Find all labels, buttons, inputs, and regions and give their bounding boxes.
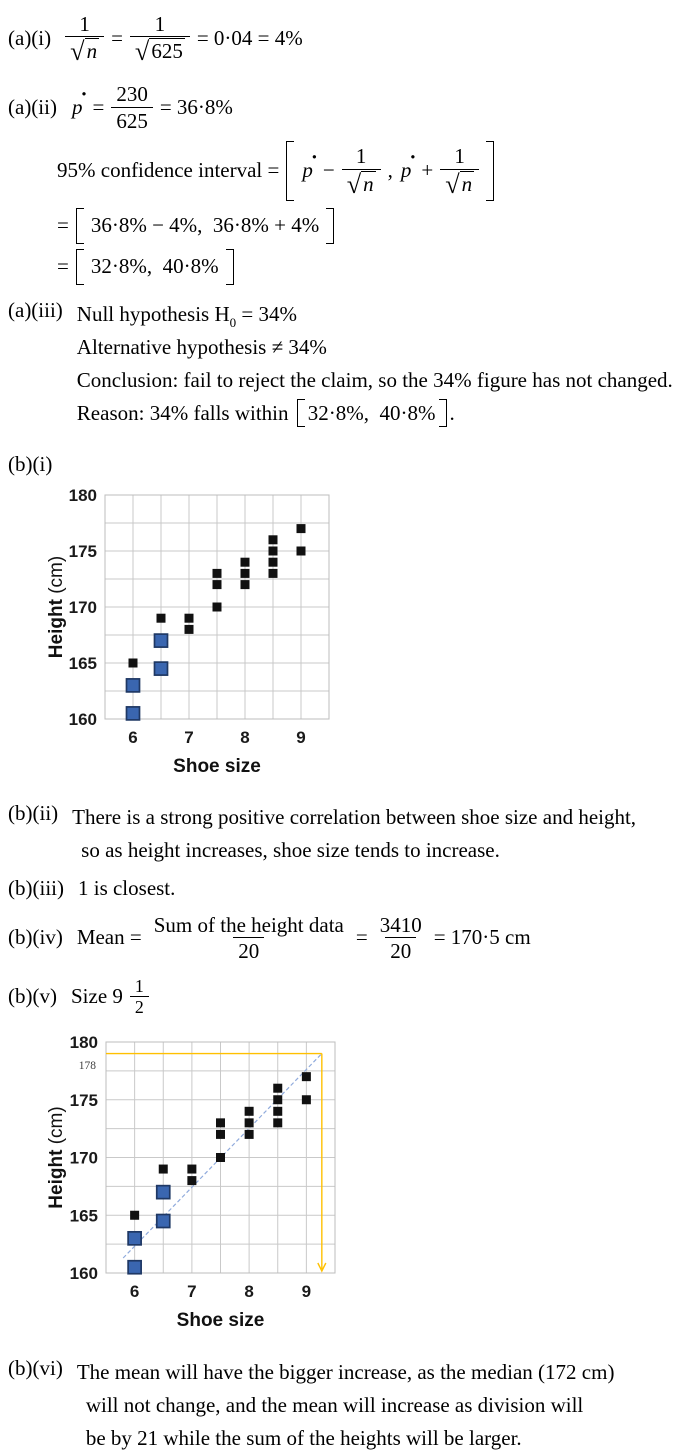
- data-point-blue-points: [157, 1215, 170, 1228]
- dot-accent: ·: [409, 145, 417, 170]
- x-tick-label: 8: [244, 1282, 254, 1302]
- y-tick-label: 160: [69, 1264, 98, 1284]
- denominator: 20: [233, 937, 264, 963]
- data-point-black-points: [302, 1073, 311, 1082]
- data-point-black-points: [129, 658, 138, 667]
- correlation-line-1: There is a strong positive correlation between shoe size and height,: [72, 804, 637, 829]
- solution-b-vi: [8, 1356, 683, 1455]
- mean-increase-line-1: The mean will have the bigger increase, as the median (172 cm): [76, 1360, 615, 1385]
- data-point-blue-points: [128, 1232, 141, 1245]
- part-label-b-v: (b)(v): [8, 984, 57, 1009]
- data-point-black-points: [273, 1107, 282, 1116]
- right-bracket: [439, 399, 447, 427]
- radicand: n: [86, 39, 98, 64]
- x-axis-title: Shoe size: [176, 1310, 265, 1332]
- data-point-black-points: [273, 1119, 282, 1128]
- numerator: 1: [134, 975, 144, 996]
- part-label-b-i: (b)(i): [8, 451, 53, 476]
- ci-result-equation: [57, 249, 234, 285]
- dot-accent: ·: [80, 82, 88, 107]
- scatter-chart-b-i: [46, 481, 404, 777]
- result-text: = 170·5 cm: [433, 925, 531, 950]
- text: .: [449, 400, 455, 425]
- data-point-blue-points: [128, 1261, 141, 1274]
- data-point-black-points: [245, 1119, 254, 1128]
- denominator: [342, 169, 381, 197]
- fraction-1-over-sqrt-n: [440, 144, 479, 199]
- solution-b-iv: [8, 913, 683, 963]
- x-tick-label: 7: [187, 1282, 197, 1302]
- right-bracket: [226, 249, 234, 285]
- radicand: n: [461, 171, 473, 196]
- text: = 34%: [236, 301, 297, 326]
- y-tick-label: 160: [68, 709, 97, 729]
- numerator: 230: [116, 82, 148, 107]
- fraction-one-half: [130, 977, 149, 1016]
- part-label-b-vi: (b)(vi): [8, 1356, 63, 1381]
- data-point-black-points: [269, 546, 278, 555]
- radicand: n: [363, 171, 374, 196]
- x-axis-title: Shoe size: [173, 755, 261, 777]
- fraction-1-over-sqrt-n: [65, 12, 104, 67]
- part-label-b-iii: (b)(iii): [8, 875, 64, 900]
- part-label-b-ii: (b)(ii): [8, 800, 59, 825]
- confidence-interval-line: [57, 141, 683, 201]
- equation-a-ii: [71, 82, 233, 132]
- left-bracket: [297, 399, 305, 427]
- y-axis-title: Height (cm): [46, 555, 67, 658]
- plus-sign: +: [421, 158, 434, 183]
- interval-text: 36·8% − 4%, 36·8% + 4%: [90, 213, 320, 238]
- data-point-black-points: [187, 1165, 196, 1174]
- comma: ,: [387, 158, 393, 183]
- text: Null hypothesis H: [76, 301, 230, 326]
- y-tick-label: 170: [68, 597, 97, 617]
- fraction-230-over-625: [111, 82, 153, 132]
- data-point-black-points: [241, 569, 250, 578]
- ci-equation: [57, 141, 494, 201]
- data-point-black-points: [269, 535, 278, 544]
- chart-b-i-container: [46, 481, 683, 783]
- b-ii-lines: [72, 801, 636, 867]
- part-label-a-iii: (a)(iii): [8, 297, 63, 322]
- right-bracket: [326, 208, 334, 244]
- y-tick-label: 165: [69, 1206, 98, 1226]
- denominator: 2: [130, 996, 149, 1017]
- data-point-black-points: [216, 1119, 225, 1128]
- fraction-3410-over-20: [375, 913, 427, 963]
- data-point-black-points: [241, 580, 250, 589]
- solution-a-iii: [8, 298, 683, 430]
- left-bracket: [76, 249, 84, 285]
- left-bracket: [286, 141, 294, 201]
- x-tick-label: 9: [301, 1282, 312, 1302]
- data-point-black-points: [245, 1130, 254, 1139]
- p-variable: p: [400, 158, 412, 183]
- y-tick-label: 180: [69, 1033, 98, 1053]
- y-tick-label: 180: [68, 485, 97, 505]
- denominator: 20: [385, 937, 416, 963]
- mean-equation: [77, 913, 531, 963]
- data-point-black-points: [269, 569, 278, 578]
- extra-y-tick-label: 178: [78, 1060, 96, 1073]
- x-tick-label: 9: [296, 727, 306, 747]
- radical-icon: √: [70, 37, 85, 67]
- alternative-hypothesis-line: Alternative hypothesis ≠ 34%: [76, 334, 327, 359]
- data-point-black-points: [297, 524, 306, 533]
- equals-sign: =: [111, 25, 123, 50]
- interval-text: 32·8%, 40·8%: [90, 254, 219, 279]
- fraction-1-over-sqrt-n: [342, 144, 381, 199]
- p-variable: p: [302, 158, 313, 183]
- equals-sign: =: [57, 213, 69, 238]
- radicand: 625: [151, 39, 183, 64]
- right-bracket: [486, 141, 494, 201]
- solution-b-iii: [8, 876, 683, 901]
- numerator: 1: [79, 12, 90, 36]
- reason-line: [77, 397, 673, 430]
- numerator: Sum of the height data: [153, 912, 344, 937]
- p-hat-symbol: [301, 145, 318, 183]
- a-iii-lines: [77, 298, 673, 430]
- dot-accent: ·: [310, 145, 318, 170]
- data-point-blue-points: [155, 634, 168, 647]
- x-tick-label: 6: [129, 1282, 140, 1302]
- p-variable: p: [71, 95, 83, 120]
- data-point-black-points: [130, 1211, 139, 1220]
- y-tick-label: 165: [68, 653, 97, 673]
- scatter-chart-b-v-trendline: [46, 1026, 418, 1338]
- part-label-a-ii: (a)(ii): [8, 95, 57, 120]
- data-point-black-points: [213, 569, 222, 578]
- fraction-sum-over-20: [149, 913, 349, 963]
- result-text: = 0·04 = 4%: [196, 25, 303, 50]
- mean-increase-line-3: be by 21 while the sum of the heights will be larger.: [85, 1426, 522, 1451]
- ci-expanded-equation: [57, 208, 334, 244]
- denominator: 625: [111, 107, 153, 133]
- data-point-black-points: [269, 557, 278, 566]
- data-point-black-points: [297, 546, 306, 555]
- x-tick-label: 7: [184, 727, 194, 747]
- y-tick-label: 175: [69, 1091, 98, 1111]
- solution-b-v: [8, 977, 683, 1016]
- chart-b-v-container: [46, 1026, 683, 1344]
- conclusion-line: Conclusion: fail to reject the claim, so the 34% figure has not changed.: [76, 367, 673, 392]
- radical-icon: √: [445, 169, 460, 199]
- ci-expanded-line: [57, 208, 683, 244]
- radical-icon: √: [346, 169, 362, 199]
- left-bracket: [76, 208, 84, 244]
- y-axis-title: Height (cm): [46, 1106, 67, 1210]
- text: Reason: 34% falls within: [76, 400, 294, 425]
- data-point-black-points: [273, 1084, 282, 1093]
- b-vi-lines: [77, 1356, 615, 1455]
- data-point-blue-points: [127, 679, 140, 692]
- equals-sign: =: [92, 95, 105, 120]
- result-text: = 36·8%: [159, 95, 233, 120]
- data-point-blue-points: [157, 1186, 170, 1199]
- x-tick-label: 6: [128, 727, 138, 747]
- solution-a-ii: [8, 82, 683, 132]
- part-label-a-i: (a)(i): [8, 25, 52, 50]
- y-tick-label: 170: [69, 1148, 98, 1168]
- data-point-black-points: [245, 1107, 254, 1116]
- data-point-blue-points: [155, 662, 168, 675]
- denominator: [440, 169, 479, 197]
- ci-lead-text: 95% confidence interval =: [57, 158, 280, 183]
- data-point-black-points: [185, 613, 194, 622]
- data-point-black-points: [187, 1177, 196, 1186]
- radical-icon: √: [134, 37, 150, 67]
- equation-a-i: [65, 12, 303, 67]
- correlation-line-2: so as height increases, shoe size tends to increase.: [81, 837, 500, 862]
- denominator: [130, 36, 190, 67]
- equals-sign: =: [355, 925, 368, 950]
- solution-a-i: [8, 12, 683, 67]
- data-point-blue-points: [127, 707, 140, 720]
- minus-sign: −: [322, 158, 335, 183]
- data-point-black-points: [213, 580, 222, 589]
- p-hat-symbol: [71, 82, 88, 120]
- size-text: Size 9: [70, 984, 123, 1009]
- numerator: 1: [154, 12, 166, 36]
- data-point-black-points: [159, 1165, 168, 1174]
- equals-sign: =: [57, 254, 69, 279]
- numerator: 3410: [379, 912, 422, 937]
- subscript-zero: 0: [229, 314, 237, 330]
- data-point-black-points: [157, 613, 166, 622]
- null-hypothesis-line: [77, 298, 673, 331]
- size-answer: [71, 977, 149, 1016]
- fraction-1-over-sqrt-625: [130, 12, 190, 67]
- numerator: 1: [454, 144, 465, 169]
- solution-b-ii: [8, 801, 683, 867]
- data-point-black-points: [185, 625, 194, 634]
- solution-b-i: [8, 452, 683, 477]
- denominator: [65, 36, 104, 67]
- mean-lead: Mean =: [76, 925, 142, 950]
- y-tick-label: 175: [68, 541, 97, 561]
- closest-value-text: 1 is closest.: [77, 875, 176, 900]
- data-point-black-points: [213, 602, 222, 611]
- data-point-black-points: [302, 1096, 311, 1105]
- data-point-black-points: [216, 1153, 225, 1162]
- data-point-black-points: [241, 557, 250, 566]
- data-point-black-points: [216, 1130, 225, 1139]
- data-point-black-points: [273, 1096, 282, 1105]
- ci-result-line: [57, 249, 683, 285]
- p-hat-symbol: [400, 145, 417, 183]
- mean-increase-line-2: will not change, and the mean will increase as division will: [85, 1393, 584, 1418]
- x-tick-label: 8: [240, 727, 250, 747]
- interval-text: 32·8%, 40·8%: [307, 400, 436, 425]
- part-label-b-iv: (b)(iv): [8, 925, 63, 950]
- numerator: 1: [355, 144, 367, 169]
